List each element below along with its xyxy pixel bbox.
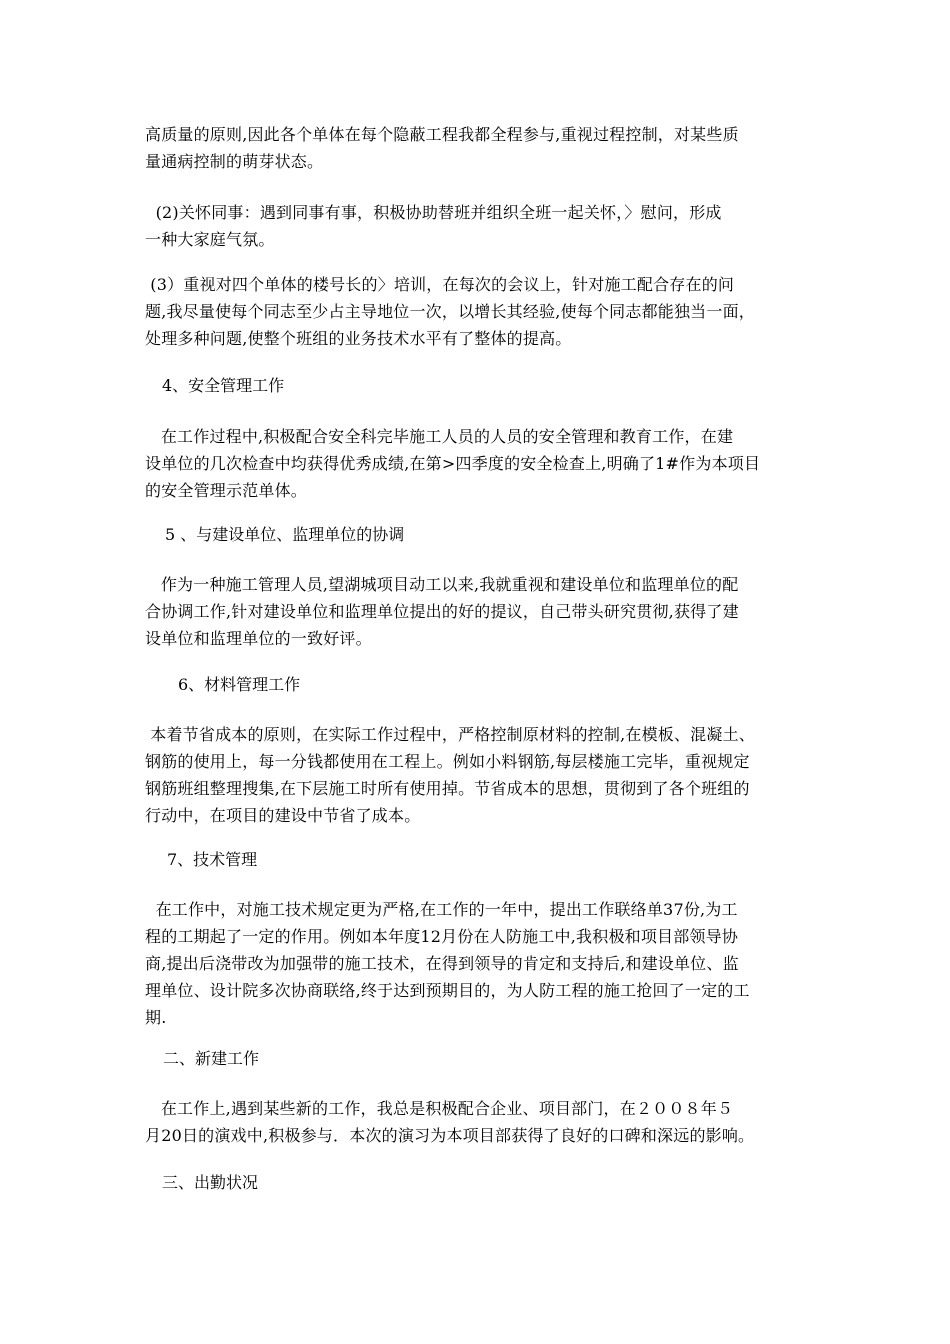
- text-line: 处理多种问题,使整个班组的业务技术水平有了整体的提高。: [145, 329, 572, 348]
- text-line: 作为一种施工管理人员,望湖城项目动工以来,我就重视和建设单位和监理单位的配: [145, 575, 739, 594]
- section-heading-new-work: 二、新建工作: [163, 1049, 260, 1068]
- section-heading-attendance: 三、出勤状况: [162, 1173, 259, 1192]
- text-line: 期.: [145, 1008, 167, 1027]
- section-heading-safety: 4、安全管理工作: [162, 376, 285, 395]
- text-line: 本着节省成本的原则，在实际工作过程中，严格控制原材料的控制,在模板、混凝土、: [145, 725, 755, 744]
- text-line: 理单位、设计院多次协商联络,终于达到预期目的，为人防工程的施工抢回了一定的工: [145, 981, 750, 1000]
- paragraph-safety: [145, 423, 810, 504]
- text-line: 量通病控制的萌芽状态。: [145, 152, 324, 171]
- paragraph-new-work: [145, 1095, 810, 1149]
- text-line: 在工作上,遇到某些新的工作，我总是积极配合企业、项目部门，在２００８年５: [145, 1099, 734, 1118]
- text-line: 题,我尽量使每个同志至少占主导地位一次，以增长其经验,使每个同志都能独当一面，: [145, 302, 755, 321]
- text-line: (2)关怀同事：遇到同事有事，积极协助替班并组织全班一起关怀，〉慰问，形成: [145, 203, 722, 222]
- paragraph-technical: [145, 896, 810, 1031]
- section-heading-materials: 6、材料管理工作: [178, 675, 301, 694]
- text-line: 高质量的原则,因此各个单体在每个隐蔽工程我都全程参与,重视过程控制，对某些质: [145, 125, 739, 144]
- paragraph-coordination: [145, 571, 810, 652]
- section-heading-technical: 7、技术管理: [167, 850, 258, 869]
- text-line: 设单位和监理单位的一致好评。: [145, 629, 372, 648]
- text-line: 程的工期起了一定的作用。例如本年度12月份在人防施工中,我积极和项目部领导协: [145, 927, 739, 946]
- paragraph-training: [145, 271, 810, 352]
- text-line: 钢筋班组整理搜集,在下层施工时所有使用掉。节省成本的思想，贯彻到了各个班组的: [145, 779, 750, 798]
- paragraph-materials: [145, 721, 810, 829]
- section-heading-coordination: 5 、与建设单位、监理单位的协调: [165, 525, 405, 544]
- text-line: (3）重视对四个单体的楼号长的〉培训，在每次的会议上，针对施工配合存在的问: [145, 275, 735, 294]
- text-line: 合协调工作,针对建设单位和监理单位提出的好的提议，自己带头研究贯彻,获得了建: [145, 602, 739, 621]
- text-line: 设单位的几次检查中均获得优秀成绩,在第>四季度的安全检查上,明确了1#作为本项目: [145, 454, 761, 473]
- text-line: 商,提出后浇带改为加强带的施工技术，在得到领导的肯定和支持后,和建设单位、监: [145, 954, 739, 973]
- text-line: 的安全管理示范单体。: [145, 481, 308, 500]
- text-line: 一种大家庭气氛。: [145, 230, 275, 249]
- paragraph-care-colleagues: [145, 199, 810, 253]
- text-line: 在工作中，对施工技术规定更为严格,在工作的一年中，提出工作联络单37份,为工: [145, 900, 738, 919]
- paragraph-quality: [145, 121, 810, 175]
- text-line: 钢筋的使用上，每一分钱都使用在工程上。例如小料钢筋,每层楼施工完毕，重视规定: [145, 752, 750, 771]
- text-line: 月20日的演戏中,积极参与．本次的演习为本项目部获得了良好的口碑和深远的影响。: [145, 1126, 755, 1145]
- text-line: 在工作过程中,积极配合安全科完毕施工人员的人员的安全管理和教育工作，在建: [145, 427, 734, 446]
- text-line: 行动中，在项目的建设中节省了成本。: [145, 806, 421, 825]
